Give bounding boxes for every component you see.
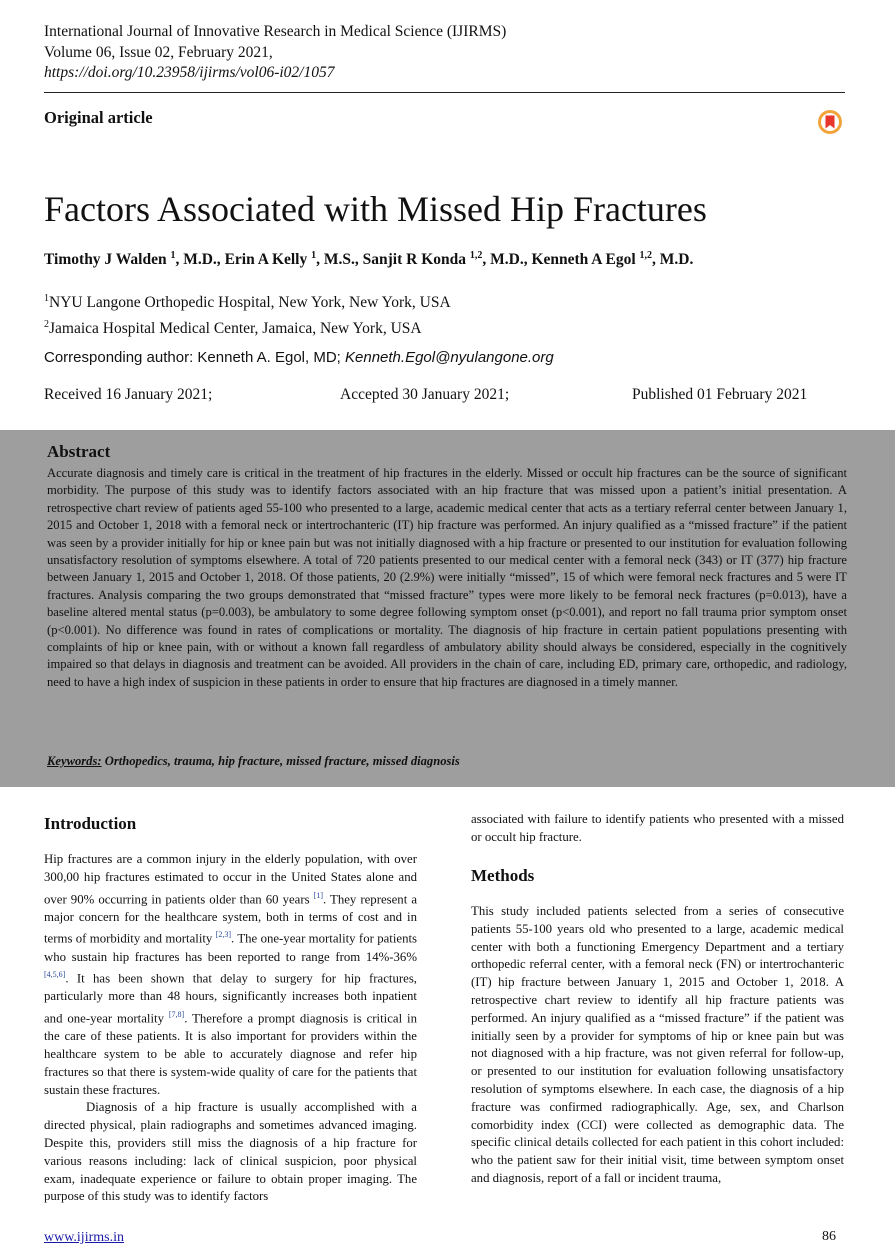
affiliation-text: Jamaica Hospital Medical Center, Jamaica, New York, USA bbox=[49, 320, 422, 338]
text-run: . Therefore a prompt diagnosis is critical in the care of these patients. It is also important for providers within the healthcare system to be able to accurately diagnose and refer hip fractures so that there is system-wide quality of care for the patients that sustain these fractures. bbox=[44, 1011, 417, 1097]
article-type: Original article bbox=[44, 108, 153, 127]
keywords-list: Orthopedics, trauma, hip fracture, missed fracture, missed diagnosis bbox=[101, 754, 460, 768]
text-run: . The one-year mortality for patients who sustain hip fractures has been reported to range from 14%-36% bbox=[44, 931, 417, 964]
author-degree: , M.S., bbox=[316, 251, 363, 269]
introduction-continued: associated with failure to identify patients who presented with a missed or occult hip fracture. bbox=[471, 812, 844, 844]
author-degree: , M.D. bbox=[652, 251, 694, 269]
citation-link[interactable]: [4,5,6] bbox=[44, 970, 66, 980]
methods-body: This study included patients selected from a series of consecutive patients 55-100 years old who presented to a large, academic medical center with both a functioning Emergency Department and a tertiary orthopedic referral center, with a femoral neck (FN) or intertrochanteric (IT) hip fracture between January 1, 2015 and October 1, 2018. A retrospective chart review to identify all hip fracture patients was performed. An injury qualified as a “missed fracture” if the patient was initially seen by a provider for symptoms of hip or knee pain but was not diagnosed with a hip fracture, was not given referral for follow-up, or presented to our institution for evaluation following unsatisfactory resolution of symptoms elsewhere. In each case, the diagnosis of a hip fracture was confirmed radiographically. Age, sex, and Charlson comorbidity index (CCI) were collected as demographic data. The specific clinical details collected for each patient in this cohort included: who the patient saw for their initial visit, time between symptom onset and diagnosis, report of a fall or incident trauma, bbox=[471, 904, 844, 1185]
article-title: Factors Associated with Missed Hip Fractures bbox=[44, 189, 707, 229]
author-affiliation-mark: 1,2 bbox=[639, 250, 653, 261]
author-name: Kenneth A Egol bbox=[531, 251, 636, 269]
author-degree: , M.D., bbox=[482, 251, 532, 269]
citation-link[interactable]: [1] bbox=[313, 890, 323, 900]
corresponding-email[interactable]: Kenneth.Egol@nyulangone.org bbox=[345, 349, 554, 366]
text-run: . It has been shown that delay to surgery for hip fractures, particularly more than 48 hours, significantly increases both inpatient and one-year mortality bbox=[44, 971, 417, 1026]
introduction-body bbox=[44, 851, 417, 1206]
introduction-paragraph bbox=[44, 851, 417, 1099]
author-affiliation-mark: 1,2 bbox=[469, 250, 483, 261]
page-number: 86 bbox=[822, 1229, 836, 1244]
header-divider bbox=[44, 92, 845, 93]
received-date: Received 16 January 2021; bbox=[44, 386, 213, 403]
abstract-heading: Abstract bbox=[47, 442, 111, 461]
author-name: Sanjit R Konda bbox=[362, 251, 466, 269]
author-affiliation-mark: 1 bbox=[311, 250, 317, 261]
journal-header bbox=[44, 22, 506, 84]
author-name: Timothy J Walden bbox=[44, 251, 167, 269]
introduction-heading: Introduction bbox=[44, 814, 137, 833]
affiliation-line bbox=[44, 314, 451, 340]
citation-link[interactable]: [7,8] bbox=[168, 1010, 185, 1020]
abstract-text: Accurate diagnosis and timely care is critical in the treatment of hip fractures in the elderly. Missed or occult hip fractures can be the source of significant morbidity. The purpose of this study was to identify factors associated with an hip fracture that was missed upon a patient’s initial presentation. A retrospective chart review of patients aged 55-100 who presented to a large, academic medical center that acts as a tertiary referral center between January 1, 2015 and October 1, 2018 with a femoral neck or intertrochanteric (IT) hip fracture was performed. An injury qualified as a “missed fracture” if the patient was seen by a provider initially for hip or knee pain but was not initially diagnosed with a hip fracture or presented to our institution for evaluation following unsatisfactory resolution of symptoms elsewhere. A total of 720 patients presented to our medical center with a femoral neck (343) or IT (377) hip fracture between January 1, 2015 and October 1, 2018. Of those patients, 20 (2.9%) were initially “missed”, 15 of which were femoral neck fractures and 5 were IT fractures. Analysis comparing the two groups demonstrated that “missed fracture” types were more likely to be femoral neck fractures (p=0.013), have a baseline altered mental status (p=0.003), be ambulatory to some degree following symptom onset (p<0.001), and report no fall trauma prior symptom onset (p<0.001). No difference was found in rates of complications or mortality. The diagnosis of hip fracture in certain patient populations presenting with complaints of hip or knee pain, with or without a known fall regardless of ambulatory ability should always be considered, especially in the cognitively impaired so that delays in diagnosis and treatment can be avoided. All providers in the chain of care, including ED, primary care, orthopedic, and radiology, need to have a high index of suspicion in these patients in order to ensure that hip fractures are diagnosed in a timely manner. bbox=[47, 466, 847, 689]
bookmark-badge-icon[interactable] bbox=[817, 109, 843, 135]
text-run: Hip fractures are a common injury in the elderly population, with over 300,00 hip fractures estimated to occur in the United States alone and over 90% occurring in patients older than 60 years bbox=[44, 852, 417, 906]
affiliation-line bbox=[44, 288, 451, 314]
doi-link[interactable]: https://doi.org/10.23958/ijirms/vol06-i02/1057 bbox=[44, 64, 335, 81]
affiliations bbox=[44, 288, 451, 340]
citation-link[interactable]: [2,3] bbox=[215, 930, 232, 940]
keywords bbox=[47, 754, 460, 769]
author-affiliation-mark: 1 bbox=[170, 250, 176, 261]
journal-name: International Journal of Innovative Research in Medical Science (IJIRMS) bbox=[44, 23, 507, 40]
introduction-paragraph: Diagnosis of a hip fracture is usually accomplished with a directed physical, plain radiographs and sometimes advanced imaging. Despite this, providers still miss the diagnosis of a hip fracture for various reasons including: lack of clinical suspicion, poor physical exam, inadequate experience or failure to obtain proper imaging. The purpose of this study was to identify factors bbox=[44, 1100, 417, 1204]
journal-volume: Volume 06, Issue 02, February 2021, bbox=[44, 43, 273, 61]
text-run: . They represent a major concern for the healthcare system, both in terms of cost and in terms of morbidity and mortality bbox=[44, 891, 418, 946]
author-list bbox=[44, 250, 693, 269]
journal-website-link[interactable]: www.ijirms.in bbox=[44, 1230, 124, 1245]
author-degree: , M.D., bbox=[175, 251, 225, 269]
corresponding-label: Corresponding author: Kenneth A. Egol, MD; bbox=[44, 349, 346, 366]
published-date: Published 01 February 2021 bbox=[632, 386, 808, 403]
author-name: Erin A Kelly bbox=[224, 251, 308, 269]
keywords-label: Keywords: bbox=[47, 754, 102, 768]
affiliation-mark: 2 bbox=[44, 319, 49, 331]
affiliation-mark: 1 bbox=[44, 293, 49, 304]
accepted-date: Accepted 30 January 2021; bbox=[340, 386, 510, 403]
affiliation-text: NYU Langone Orthopedic Hospital, New York, New York, USA bbox=[49, 294, 451, 312]
methods-heading: Methods bbox=[471, 866, 535, 885]
corresponding-author bbox=[44, 349, 554, 366]
